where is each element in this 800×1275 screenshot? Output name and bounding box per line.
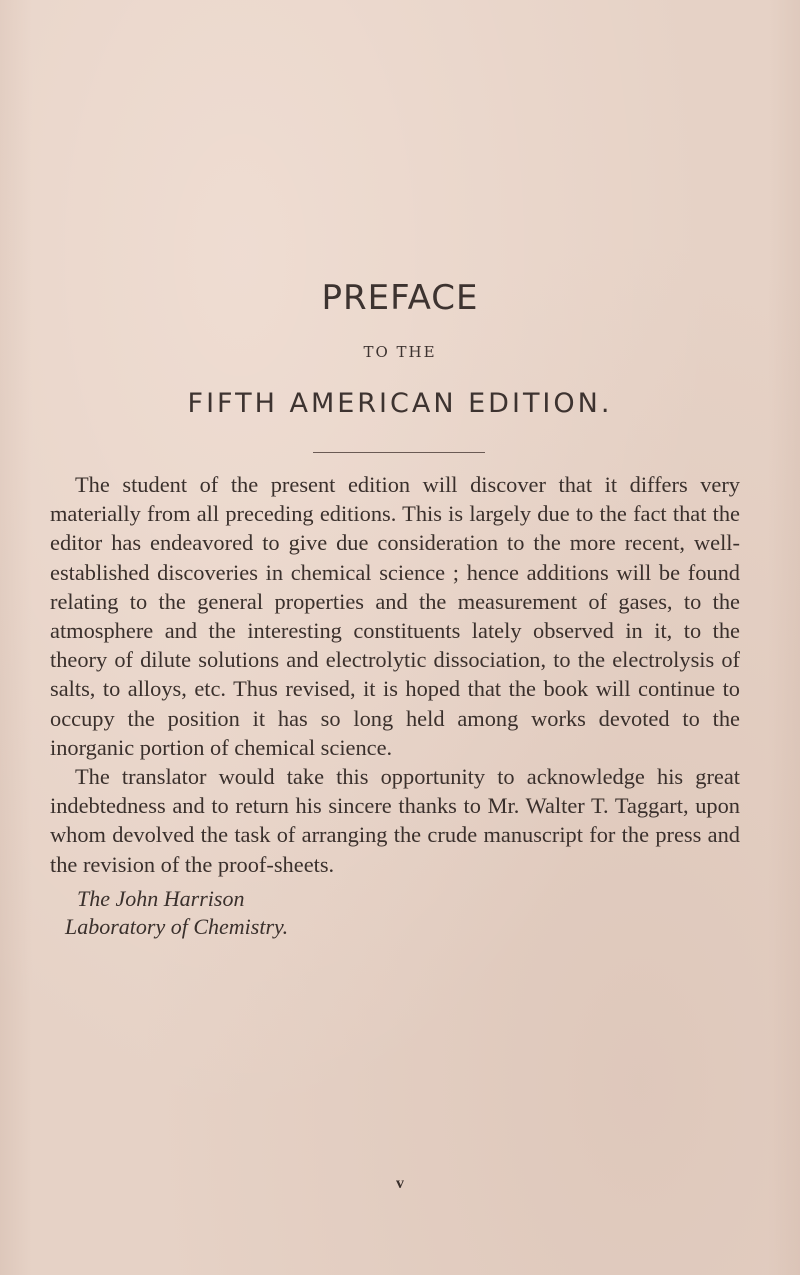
paragraph-1: The student of the present edition will discover that it differs very materially from all preceding editions. This is largely due to the fact that the editor has endeavored to give due consideration to the more recent, well-established discoveries in chemical science ; hence additions will be found relating to the general properties and the measurement of gases, to the atmosphere and the interesting constituents lately observed in it, to the theory of dilute solutions and electrolytic dissociation, to the electrolysis of salts, to alloys, etc. Thus revised, it is hoped that the book will continue to occupy the position it has so long held among works devoted to the inorganic portion of chemical science. — [50, 472, 740, 760]
preface-title: PREFACE — [321, 278, 479, 318]
signature-block — [65, 885, 288, 941]
page-number: v — [396, 1175, 404, 1192]
signature-line-1: The John Harrison — [77, 886, 245, 911]
paragraph-2: The translator would take this opportunity to acknowledge his great indebtedness and to return his sincere thanks to Mr. Walter T. Taggart, upon whom devolved the task of arranging the crude manuscript for the press and the revision of the proof-sheets. — [50, 764, 740, 877]
preface-connector: TO THE — [363, 343, 437, 361]
title-divider — [313, 452, 485, 453]
preface-body — [50, 470, 740, 879]
edition-subtitle: FIFTH AMERICAN EDITION. — [187, 388, 613, 419]
signature-line-2: Laboratory of Chemistry. — [65, 914, 289, 939]
